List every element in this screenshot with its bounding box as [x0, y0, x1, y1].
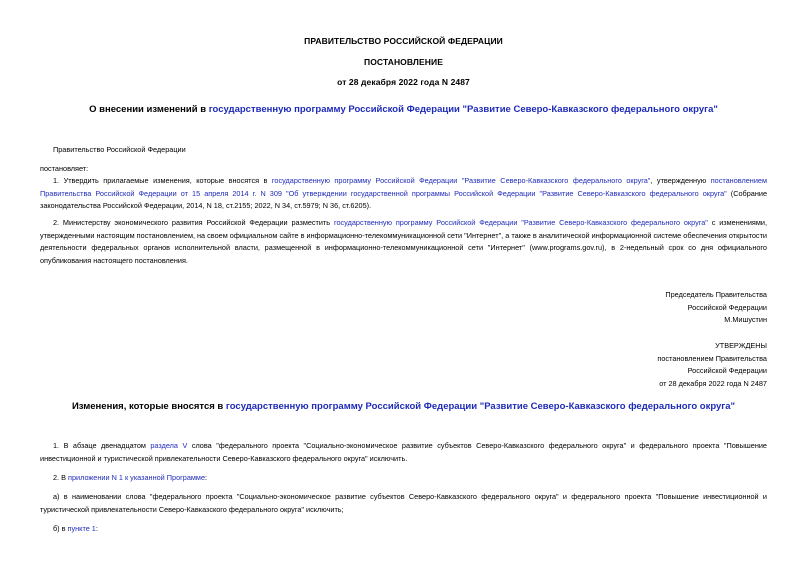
- approval-line-2: постановлением Правительства: [657, 353, 767, 363]
- p2-text-b: с изменениями, утвержденными настоящим постановлением, на своем официальном сайте в информационно-телекоммуникационной сети "Интернет", а также в аналитической информационной системе обеспечения открытости деятельности федеральных органов исполнительной власти, размещенной в информационно-телекоммуникационной сети "Интернет" (www.programs.gov.ru), в 2-недельный срок со дня официального опубликования настоящего постановления.: [40, 218, 767, 265]
- appendix-1-link[interactable]: приложении N 1 к указанной Программе: [68, 473, 205, 482]
- signature-line-2: Российской Федерации: [687, 302, 767, 312]
- paragraph-2: [40, 217, 767, 267]
- p1-text-a: 1. Утвердить прилагаемые изменения, которые вносятся в: [53, 176, 272, 185]
- signature-line-1: Председатель Правительства: [665, 290, 767, 299]
- change-2: [40, 472, 767, 485]
- changes-title-prefix: Изменения, которые вносятся в: [71, 401, 226, 412]
- doc-type-heading: ПОСТАНОВЛЕНИЕ: [364, 57, 443, 67]
- change-2a-text: а) в наименовании слова "федерального проекта "Социально-экономическое развитие субъектов Северо-Кавказского федерального округа" и федерального проекта "Повышение инвестиционной и туристической привлекательности Северо-Кавказского федерального округа" исключить;: [40, 492, 767, 514]
- p1-program-link[interactable]: государственную программу Российской Федерации "Развитие Северо-Кавказского федерального округа": [271, 176, 651, 185]
- document-title-prefix: О внесении изменений в: [89, 104, 209, 115]
- approval-line-3: Российской Федерации: [687, 366, 767, 375]
- p2-text-a: 2. Министерству экономического развития Российской Федерации разместить: [53, 218, 334, 227]
- government-heading: ПРАВИТЕЛЬСТВО РОССИЙСКОЙ ФЕДЕРАЦИИ: [304, 36, 503, 46]
- p1-text-c: (Собрание законодательства Российской Федерации, 2014, N 18, ст.2155; 2022, N 34, ст.5979; N 36, ст.6205).: [40, 188, 768, 210]
- change-2b-text-b: :: [95, 524, 98, 533]
- document-title: [40, 104, 767, 115]
- signature-block: [507, 289, 767, 327]
- issuer-text: Правительство Российской Федерации: [53, 145, 186, 154]
- approval-block: [507, 340, 767, 390]
- date-number-heading: от 28 декабря 2022 года N 2487: [337, 77, 470, 87]
- resolves-text: постановляет:: [40, 164, 89, 173]
- approval-line-1: УТВЕРЖДЕНЫ: [715, 341, 767, 350]
- changes-title: [40, 401, 767, 412]
- point-1-link[interactable]: пункте 1: [67, 524, 96, 533]
- change-1-text-a: 1. В абзаце двенадцатом: [53, 441, 151, 450]
- title-program-link[interactable]: государственную программу Российской Федерации "Развитие Северо-Кавказского федерального округа": [208, 104, 718, 115]
- signature-line-3: М.Мишустин: [724, 315, 767, 324]
- approval-line-4: от 28 декабря 2022 года N 2487: [659, 378, 767, 388]
- p2-program-link[interactable]: государственную программу Российской Федерации "Развитие Северо-Кавказского федерального округа": [333, 218, 708, 227]
- changes-program-link[interactable]: государственную программу Российской Федерации "Развитие Северо-Кавказского федерального округа": [225, 401, 736, 412]
- change-2-text-b: :: [205, 473, 208, 482]
- paragraph-1: [40, 175, 767, 213]
- change-2b: [40, 523, 767, 536]
- change-1-text-b: слова "федерального проекта "Социально-экономическое развитие субъектов Северо-Кавказского федерального округа" и федерального проекта "Повышение инвестиционной и туристической привлекательности Северо-Кавказского федерального округа" исключить.: [40, 441, 767, 463]
- change-2-text-a: 2. В: [53, 473, 69, 482]
- change-2a: [40, 491, 767, 516]
- p1-text-b: , утвержденную: [650, 176, 711, 185]
- p1-decree-link[interactable]: постановлением Правительства Российской Федерации от 15 апреля 2014 г. N 309 "Об утверждении государственной программы Российской Федерации "Развитие Северо-Кавказского федерального округа": [40, 176, 767, 198]
- change-1: [40, 440, 767, 465]
- section-v-link[interactable]: раздела V: [150, 441, 188, 450]
- change-2b-text-a: б) в: [53, 524, 68, 533]
